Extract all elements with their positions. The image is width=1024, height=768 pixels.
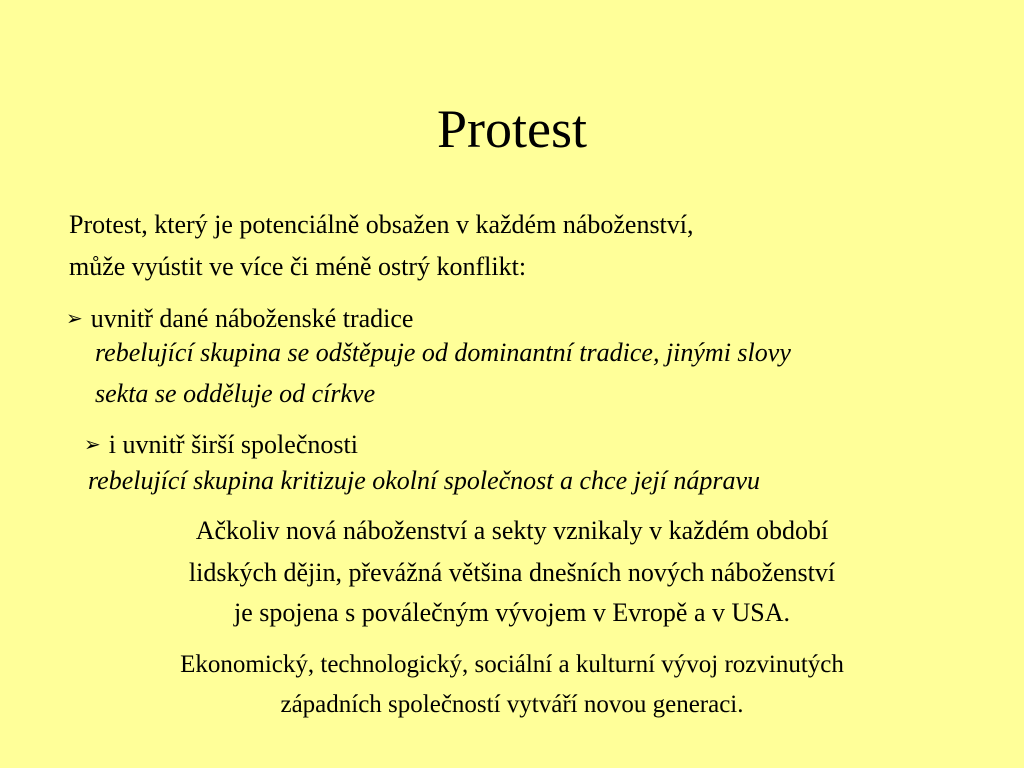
slide-title: Protest (436, 99, 587, 159)
paragraph2-line-1: Ekonomický, technologický, sociální a kulturní vývoj rozvinutých (180, 651, 844, 678)
bullet-2 (84, 432, 358, 458)
bullet-2-label: i uvnitř širší společnosti (108, 430, 358, 459)
bullet-2-detail-1: rebelující skupina kritizuje okolní společnost a chce její nápravu (88, 466, 761, 495)
arrow-bullet-icon: ➢ (66, 306, 83, 330)
bullet-1 (66, 306, 413, 332)
paragraph1-line-2: lidských dějin, převážná většina dnešních nových náboženství (188, 558, 836, 587)
bullet-1-detail-1: rebelující skupina se odštěpuje od dominantní tradice, jinými slovy (95, 338, 791, 367)
intro-line-2: může vyústit ve více či méně ostrý konflikt: (69, 252, 527, 281)
paragraph2-line-2: západních společností vytváří novou generaci. (280, 691, 744, 718)
bullet-1-label: uvnitř dané náboženské tradice (90, 304, 414, 333)
arrow-bullet-icon: ➢ (84, 432, 101, 456)
paragraph1-line-3: je spojena s poválečným vývojem v Evropě a v USA. (234, 598, 790, 627)
bullet-1-detail-2: sekta se odděluje od církve (95, 379, 376, 408)
paragraph1-line-1: Ačkoliv nová náboženství a sekty vznikaly v každém období (195, 516, 829, 545)
intro-line-1: Protest, který je potenciálně obsažen v každém náboženství, (69, 210, 694, 239)
